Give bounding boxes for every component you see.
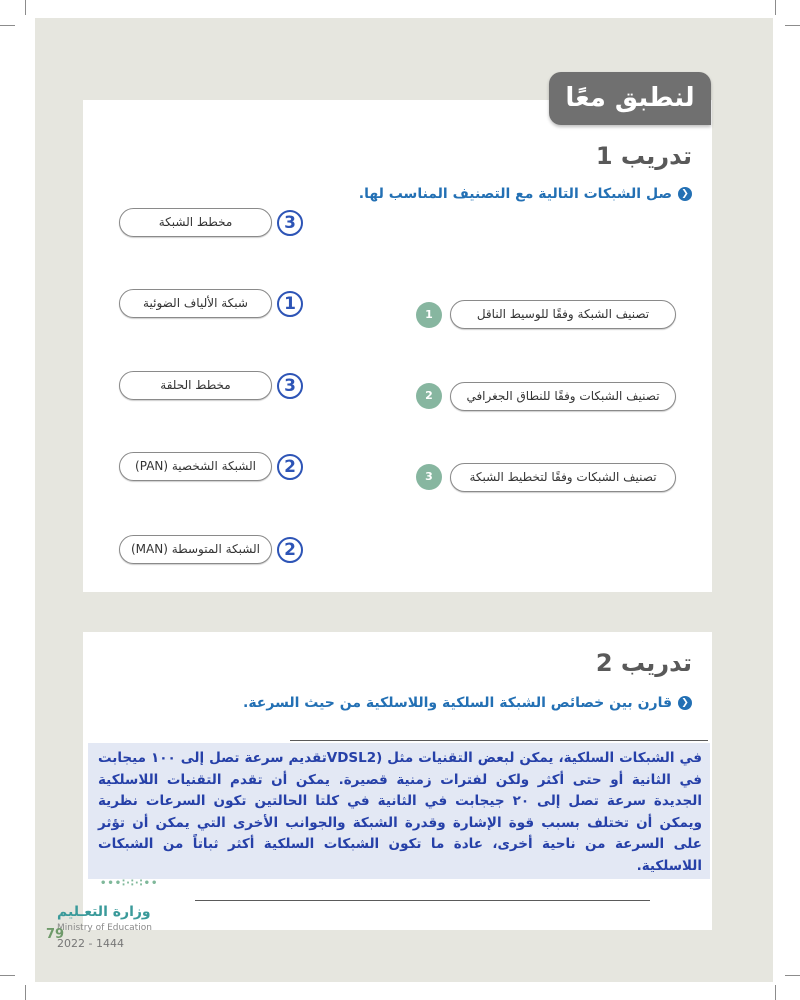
category-item-pill[interactable]: تصنيف الشبكات وفقًا للنطاق الجغرافي <box>450 382 676 411</box>
answer-line <box>195 900 650 901</box>
exercise-2-heading: تدريب 2 <box>595 649 692 677</box>
ministry-name-english: Ministry of Education <box>57 923 152 933</box>
dots-logo-icon: •••∶⋅∶⋅∶•• <box>100 878 159 889</box>
network-item-pill[interactable]: مخطط الحلقة <box>119 371 272 400</box>
category-number-badge: 3 <box>416 464 442 490</box>
answer-circle[interactable]: 2 <box>277 537 303 563</box>
chevron-circle-icon: ❮ <box>678 696 692 710</box>
crop-mark <box>0 975 15 976</box>
answer-circle[interactable]: 3 <box>277 210 303 236</box>
exercise-1-card <box>83 100 712 592</box>
crop-mark <box>775 0 776 15</box>
answer-circle[interactable]: 3 <box>277 373 303 399</box>
crop-mark <box>25 0 26 15</box>
network-item-pill[interactable]: الشبكة الشخصية (PAN) <box>119 452 272 481</box>
section-title-tab: لنطبق معًا <box>549 72 711 125</box>
exercise-1-heading: تدريب 1 <box>595 142 692 170</box>
exercise-1-instruction-text: صل الشبكات التالية مع التصنيف المناسب لها. <box>358 186 672 202</box>
exercise-1-instruction <box>359 186 692 202</box>
category-number-badge: 1 <box>416 302 442 328</box>
crop-mark <box>25 985 26 1000</box>
crop-mark <box>785 975 800 976</box>
publication-year: 2022 - 1444 <box>57 937 124 950</box>
page-number: 79 <box>46 927 65 942</box>
answer-line <box>290 740 708 741</box>
network-item-pill[interactable]: الشبكة المتوسطة (MAN) <box>119 535 272 564</box>
category-item-pill[interactable]: تصنيف الشبكات وفقًا لتخطيط الشبكة <box>450 463 676 492</box>
category-number-badge: 2 <box>416 383 442 409</box>
category-item-pill[interactable]: تصنيف الشبكة وفقًا للوسيط الناقل <box>450 300 676 329</box>
exercise-2-instruction <box>243 695 692 711</box>
handwritten-answer[interactable]: في الشبكات السلكية، يمكن لبعض التقنيات مثل (VDSL2تقديم سرعة تصل إلى ١٠٠ ميجابت في الثانية أو حتى أكثر ولكن لفترات زمنية قصيرة. يمكن أن تقدم التقنيات اللاسلكية الجديدة سرعة تصل إلى ٢٠ جيجابت في الثانية في كلتا الحالتين تكون السرعات نظرية ويمكن أن تختلف بسبب قوة الإشارة وقدرة الشبكة والجوانب الأخرى التي يمكن أن تؤثر على السرعة من ناحية أخرى، عادة ما تكون الشبكات السلكية أكثر ثباتاً من الشبكات اللاسلكية. <box>88 743 710 879</box>
crop-mark <box>785 25 800 26</box>
network-item-pill[interactable]: مخطط الشبكة <box>119 208 272 237</box>
crop-mark <box>0 25 15 26</box>
ministry-name-arabic: وزارة التعـليم <box>57 904 151 920</box>
answer-circle[interactable]: 1 <box>277 291 303 317</box>
chevron-circle-icon: ❮ <box>678 187 692 201</box>
answer-circle[interactable]: 2 <box>277 454 303 480</box>
network-item-pill[interactable]: شبكة الألياف الضوئية <box>119 289 272 318</box>
crop-mark <box>775 985 776 1000</box>
exercise-2-instruction-text: قارن بين خصائص الشبكة السلكية واللاسلكية من حيث السرعة. <box>243 695 672 711</box>
